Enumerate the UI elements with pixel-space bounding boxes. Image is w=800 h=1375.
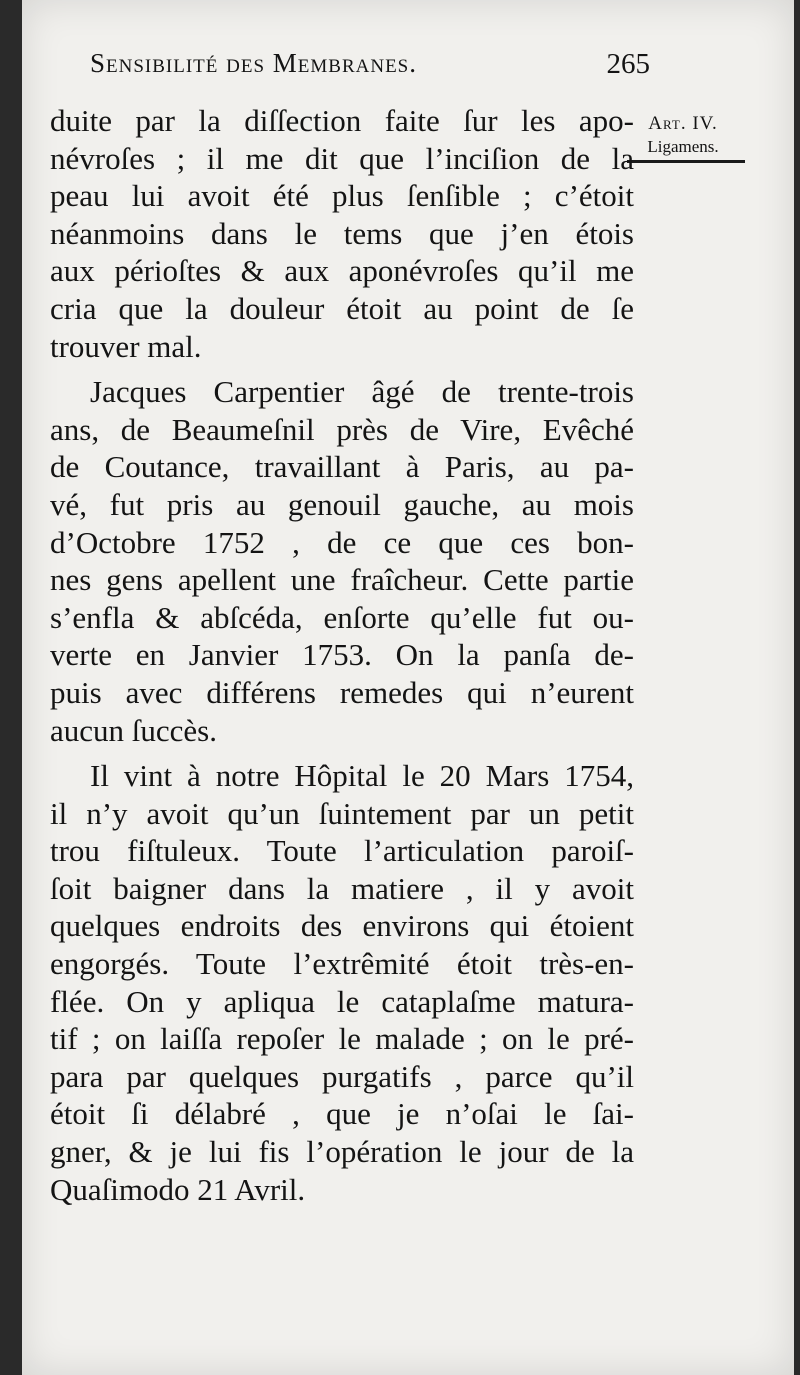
text-line: engorgés. Toute l’extrêmité étoit très-en-: [50, 946, 634, 982]
running-title: Sensibilité des Membranes.: [90, 48, 417, 78]
margin-note: [627, 113, 739, 163]
text-line: Il vint à notre Hôpital le 20 Mars 1754,: [90, 758, 634, 794]
text-line: tif ; on laiſſa repoſer le malade ; on le pré-: [50, 1021, 634, 1057]
paragraph: [50, 373, 634, 749]
text-line: vé, fut pris au genouil gauche, au mois: [50, 486, 634, 522]
text-line: peau lui avoit été plus ſenſible ; c’étoit: [50, 178, 634, 214]
text-line: duite par la diſſection faite ſur les apo-: [50, 103, 634, 138]
text-line: trou fiſtuleux. Toute l’articulation paroiſ-: [50, 833, 634, 869]
text-line: puis avec différens remedes qui n’eurent: [50, 674, 634, 710]
text-line: d’Octobre 1752 , de ce que ces bon-: [50, 524, 634, 560]
text-line: névroſes ; il me dit que l’inciſion de la: [50, 140, 634, 176]
book-page: [22, 0, 794, 1375]
text-line: étoit ſi délabré , que je n’oſai le ſai-: [50, 1096, 634, 1132]
text-line: para par quelques purgatifs , parce qu’il: [50, 1058, 634, 1094]
paragraph: [50, 757, 634, 1208]
paragraph: [50, 102, 634, 365]
text-line: cria que la douleur étoit au point de ſe: [50, 290, 634, 326]
page-number: 265: [606, 48, 650, 80]
running-head: [90, 48, 650, 79]
text-line: s’enfla & abſcéda, enſorte qu’elle fut ou-: [50, 599, 634, 635]
text-line: flée. On y apliqua le cataplaſme matura-: [50, 983, 634, 1019]
text-line: Quaſimodo 21 Avril.: [50, 1171, 306, 1207]
text-line: de Coutance, travaillant à Paris, au pa-: [50, 449, 634, 485]
text-line: Jacques Carpentier âgé de trente-trois: [90, 374, 634, 410]
text-line: ans, de Beaumeſnil près de Vire, Evêché: [50, 411, 634, 447]
text-line: ſoit baigner dans la matiere , il y avoit: [50, 870, 634, 906]
margin-note-article: Art. IV.: [648, 113, 718, 134]
text-line: aucun ſuccès.: [50, 712, 217, 748]
text-line: verte en Janvier 1753. On la panſa de-: [50, 637, 634, 673]
text-line: il n’y avoit qu’un ſuintement par un petit: [50, 795, 634, 831]
text-line: gner, & je lui fis l’opération le jour de la: [50, 1134, 634, 1170]
margin-note-topic: Ligamens.: [647, 137, 719, 156]
text-line: nes gens apellent une fraîcheur. Cette partie: [50, 562, 634, 598]
text-line: aux périoſtes & aux aponévroſes qu’il me: [50, 253, 634, 289]
body-text: [50, 102, 634, 1208]
text-line: néanmoins dans le tems que j’en étois: [50, 215, 634, 251]
text-line: trouver mal.: [50, 328, 202, 364]
text-line: quelques endroits des environs qui étoient: [50, 908, 634, 944]
margin-note-rule: [627, 160, 745, 163]
